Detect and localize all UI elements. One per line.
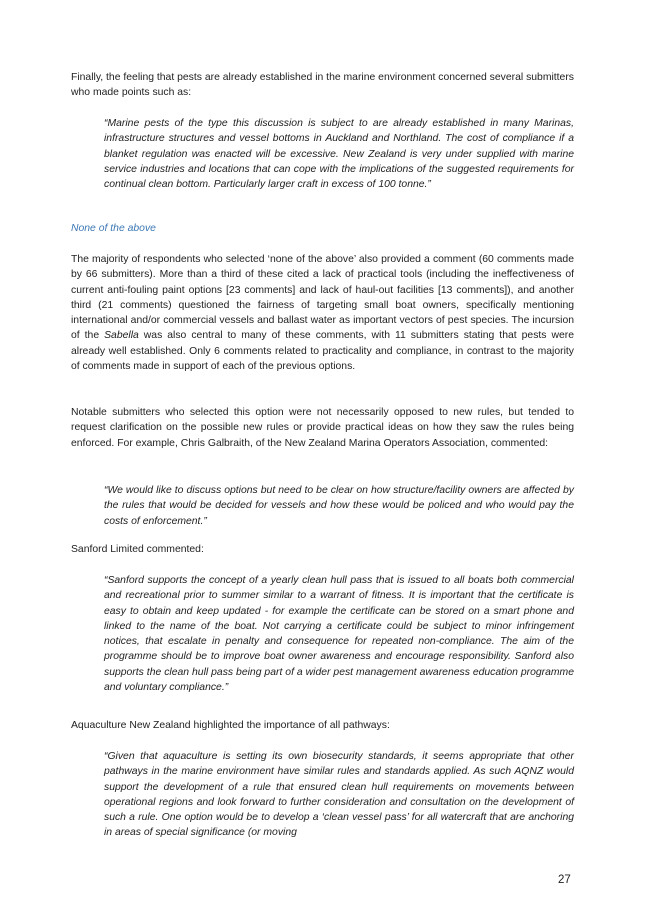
paragraph-none-text-start: The majority of respondents who selected ‘none of the above’ also provided a comment (60 comments made by 66 submitters). More than a third of these cited a lack of practical tools (including the ineffectiveness of current anti-fouling paint options [23 comments] and lack of haul-out facilities [13 comments]), and another third (21 comments) questioned the fairness of targeting small boat owners, specifically mentioning international and/or commercial vessels and ballast water as important vectors of pest species. The incursion of the: [71, 254, 574, 342]
quote-galbraith: “We would like to discuss options but need to be clear on how structure/facility owners are affected by the rules that would be decided for vessels and how these would be policed and who would pay the costs of enforcement.”: [104, 485, 574, 527]
quote-aquaculture: “Given that aquaculture is setting its own biosecurity standards, it seems appropriate that other pathways in the marine environment have similar rules and standards applied. As such AQNZ would support the development of a rule that ensured clean hull requirements on movements between operational regions and look forward to further consideration and consultation on the development of such a rule. One option would be to develop a ‘clean vessel pass’ for all watercraft that are anchoring in areas of special significance (or moving: [104, 751, 574, 839]
page-number: 27: [558, 874, 571, 886]
paragraph-sanford-intro: Sanford Limited commented:: [71, 544, 204, 555]
section-heading-none-of-the-above: None of the above: [71, 223, 156, 234]
paragraph-intro: Finally, the feeling that pests are already established in the marine environment concerned several submitters who made points such as:: [71, 72, 574, 99]
paragraph-none-of-the-above: [71, 252, 574, 374]
sabella-term: Sabella: [104, 330, 139, 342]
paragraph-notable-submitters: Notable submitters who selected this option were not necessarily opposed to new rules, but tended to request clarification on the possible new rules or provide practical ideas on how they saw the rules being enforced. For example, Chris Galbraith, of the New Zealand Marina Operators Association, commented:: [71, 407, 574, 449]
quote-marine-pests: “Marine pests of the type this discussion is subject to are already established in many Marinas, infrastructure structures and vessel bottoms in Auckland and Northland. The cost of compliance if a blanket regulation was enacted will be excessive. New Zealand is very under supplied with marine service industries and locations that can cope with the implications of the suggested requirements for continual clean bottom. Particularly larger craft in excess of 100 tonne.”: [104, 118, 574, 191]
paragraph-aquaculture-intro: Aquaculture New Zealand highlighted the importance of all pathways:: [71, 720, 390, 731]
quote-sanford: “Sanford supports the concept of a yearly clean hull pass that is issued to all boats both commercial and recreational prior to summer similar to a warrant of fitness. It is important that the certificate is easy to obtain and keep updated - for example the certificate can be stored on a smart phone and linked to the name of the boat. Not carrying a certificate could be subject to minor infringement notices, that escalate in penalty and consequence for repeated non-compliance. The aim of the programme should be to improve boat owner awareness and encourage responsibility. Sanford also supports the clean hull pass being part of a wider pest management awareness education programme and voluntary compliance.”: [104, 575, 574, 694]
paragraph-none-text-end: was also central to many of these comments, with 11 submitters stating that pests were already well established. Only 6 comments related to practicality and compliance, in contrast to the majority of comments made in support of each of the previous options.: [71, 330, 574, 373]
